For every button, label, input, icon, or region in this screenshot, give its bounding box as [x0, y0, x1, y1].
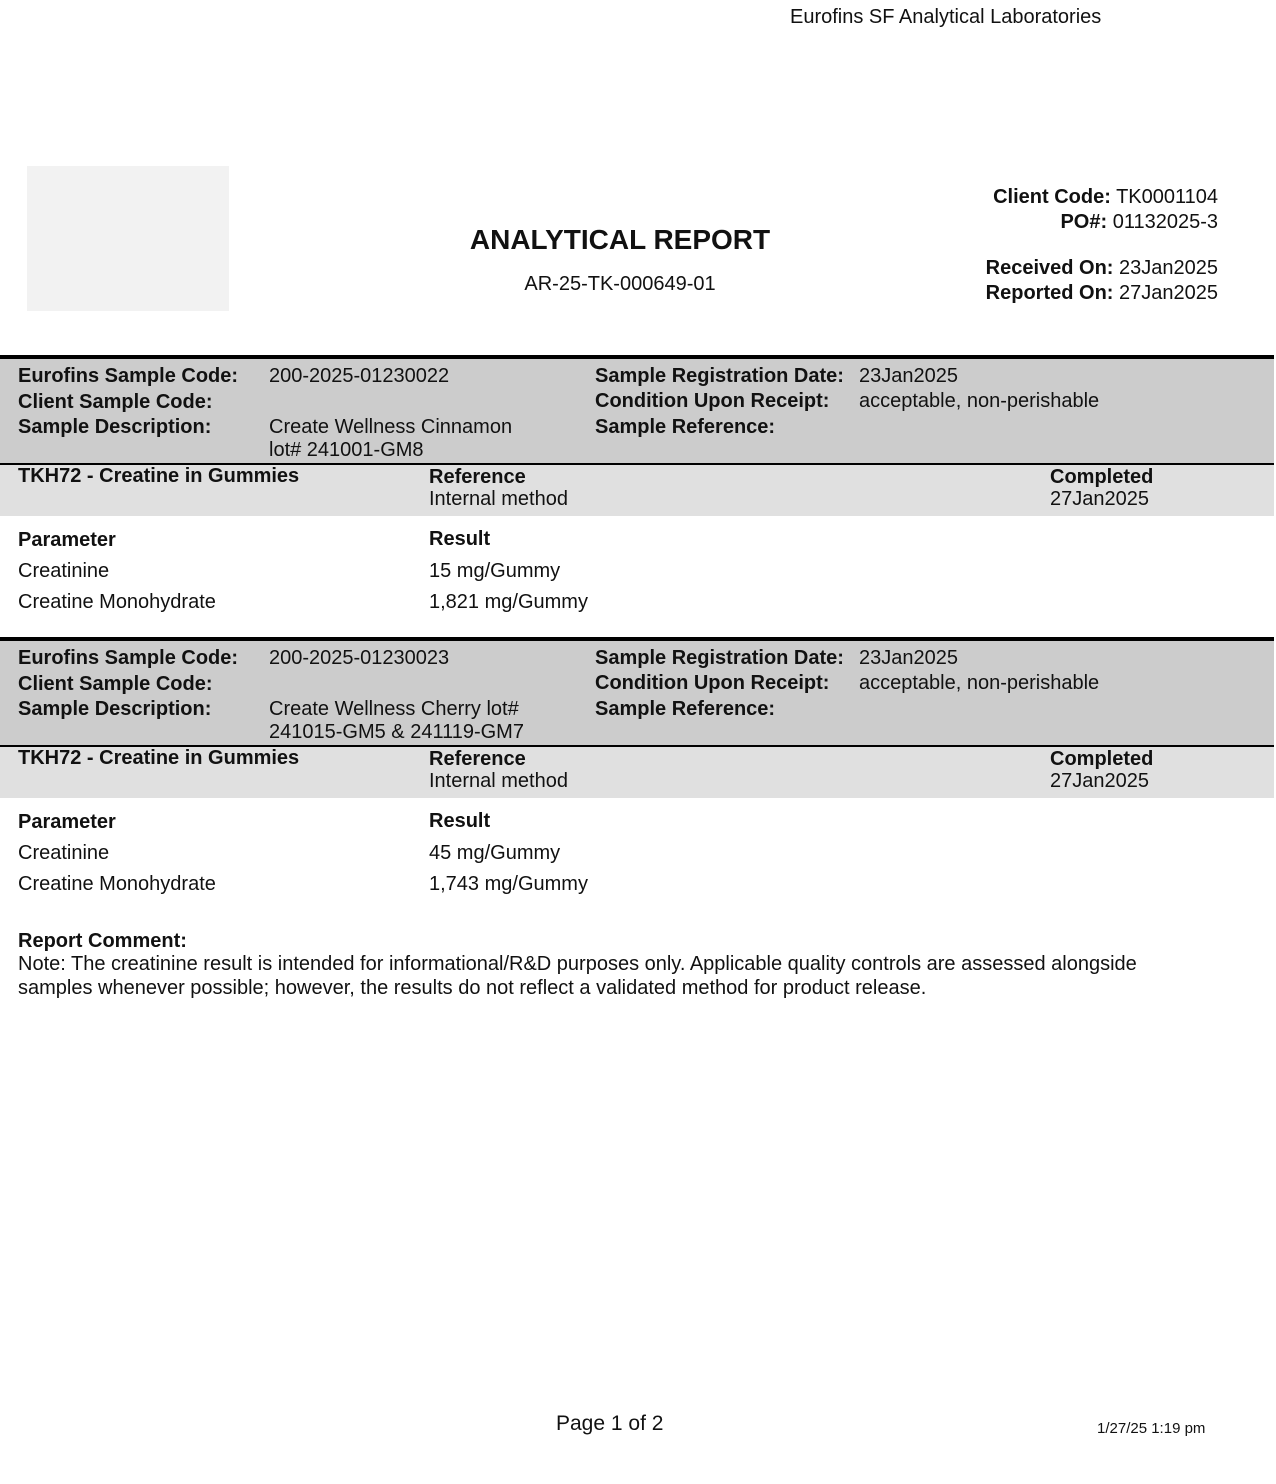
parameter-cell: Creatine Monohydrate — [18, 873, 216, 895]
reference-value: Internal method — [429, 770, 568, 792]
registration-date-value: 23Jan2025 — [859, 365, 958, 387]
sample-code-value: 200-2025-01230023 — [269, 647, 450, 669]
completed-value: 27Jan2025 — [1050, 770, 1149, 792]
parameter-cell: Creatinine — [18, 560, 110, 582]
result-header: Result — [429, 528, 491, 550]
sample-description-label: Sample Description: — [18, 416, 212, 438]
sample-description-label: Sample Description: — [18, 698, 212, 720]
sample-description-line1: Create Wellness Cinnamon — [269, 416, 513, 438]
report-comment-label: Report Comment: — [18, 930, 187, 952]
parameter-cell: Creatinine — [18, 842, 110, 864]
parameter-cell: Creatine Monohydrate — [18, 591, 216, 613]
sample-code-label: Eurofins Sample Code: — [18, 647, 239, 669]
client-code-label: Client Code: — [993, 186, 1111, 208]
registration-date-value: 23Jan2025 — [859, 647, 958, 669]
po-line — [1060, 211, 1218, 234]
sample-reference-label: Sample Reference: — [595, 698, 776, 720]
sample-description-line1: Create Wellness Cherry lot# — [269, 698, 519, 720]
reported-value: 27Jan2025 — [1119, 282, 1218, 304]
report-comment-line1: Note: The creatinine result is intended for informational/R&D purposes only. Applicable quality controls are assessed alongside — [18, 953, 1137, 975]
reference-label: Reference — [429, 466, 526, 488]
reported-label: Reported On: — [985, 282, 1114, 304]
report-comment-line2: samples whenever possible; however, the results do not reflect a validated method for product release. — [18, 977, 927, 999]
condition-value: acceptable, non-perishable — [859, 390, 1100, 412]
report-title: ANALYTICAL REPORT — [469, 224, 771, 255]
result-cell: 1,743 mg/Gummy — [429, 873, 588, 895]
condition-value: acceptable, non-perishable — [859, 672, 1100, 694]
client-code-line — [993, 186, 1218, 209]
received-value: 23Jan2025 — [1119, 257, 1218, 279]
sample-block — [0, 355, 1276, 620]
completed-label: Completed — [1050, 748, 1154, 770]
method-name: TKH72 - Creatine in Gummies — [18, 747, 300, 769]
result-cell: 1,821 mg/Gummy — [429, 591, 588, 613]
print-timestamp: 1/27/25 1:19 pm — [1097, 1420, 1206, 1437]
lab-name: Eurofins SF Analytical Laboratories — [790, 6, 1102, 28]
reference-value: Internal method — [429, 488, 568, 510]
client-sample-code-label: Client Sample Code: — [18, 391, 213, 413]
condition-label: Condition Upon Receipt: — [595, 390, 830, 412]
condition-label: Condition Upon Receipt: — [595, 672, 830, 694]
client-code-value: TK0001104 — [1116, 186, 1218, 208]
page-number: Page 1 of 2 — [556, 1412, 664, 1435]
completed-value: 27Jan2025 — [1050, 488, 1149, 510]
result-cell: 45 mg/Gummy — [429, 842, 561, 864]
sample-description-line2: 241015-GM5 & 241119-GM7 — [269, 721, 524, 743]
report-number: AR-25-TK-000649-01 — [524, 273, 716, 295]
completed-label: Completed — [1050, 466, 1154, 488]
reference-label: Reference — [429, 748, 526, 770]
received-label: Received On: — [985, 257, 1114, 279]
result-cell: 15 mg/Gummy — [429, 560, 561, 582]
sample-code-value: 200-2025-01230022 — [269, 365, 450, 387]
sample-reference-label: Sample Reference: — [595, 416, 776, 438]
po-label: PO#: — [1060, 211, 1108, 233]
method-name: TKH72 - Creatine in Gummies — [18, 465, 300, 487]
parameter-header: Parameter — [18, 529, 116, 551]
po-value: 01132025-3 — [1112, 211, 1218, 233]
client-sample-code-label: Client Sample Code: — [18, 673, 213, 695]
parameter-header: Parameter — [18, 811, 116, 833]
received-line — [986, 257, 1218, 280]
sample-block — [0, 637, 1276, 902]
sample-code-label: Eurofins Sample Code: — [18, 365, 239, 387]
registration-date-label: Sample Registration Date: — [595, 365, 844, 387]
registration-date-label: Sample Registration Date: — [595, 647, 844, 669]
reported-line — [986, 282, 1218, 305]
result-header: Result — [429, 810, 491, 832]
sample-description-line2: lot# 241001-GM8 — [269, 439, 424, 461]
